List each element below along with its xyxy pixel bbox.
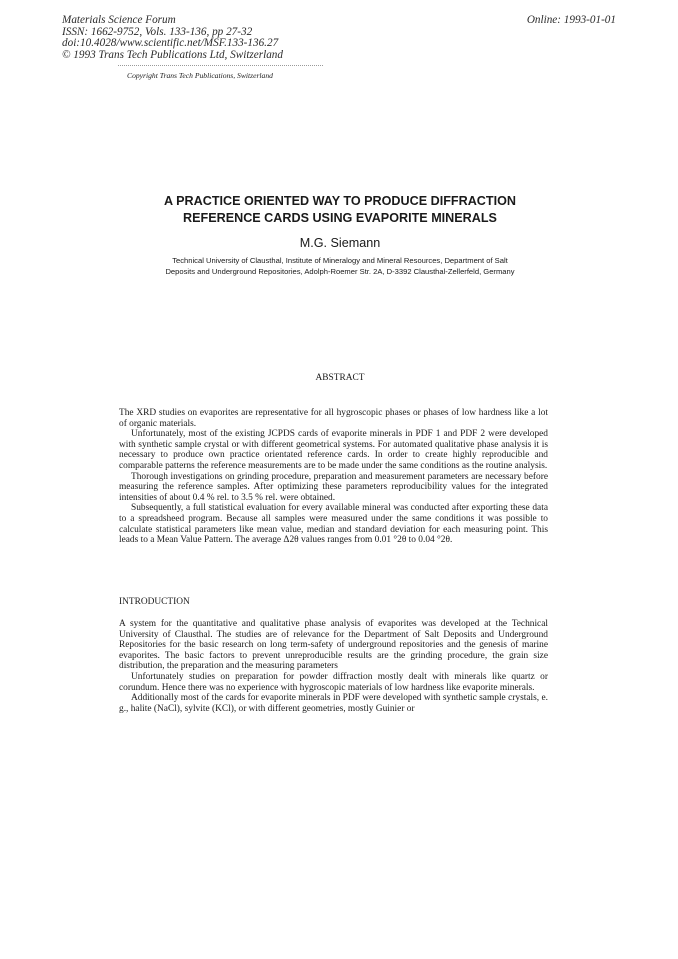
journal-name: Materials Science Forum [62,14,176,26]
introduction-heading: INTRODUCTION [119,597,190,607]
issn-line: ISSN: 1662-9752, Vols. 133-136, pp 27-32 [62,25,253,38]
doi-link[interactable]: doi:10.4028/www.scientific.net/MSF.133-136.27 [62,37,279,50]
abstract-heading: ABSTRACT [315,373,365,383]
abstract-paragraph: Thorough investigations on grinding procedure, preparation and measurement parameters are necessary before measuring the reference samples. After optimizing these parameters reproducibility values for the integrated intensities of about 0.4 % rel. to 3.5 % rel. were obtained. [119,471,548,503]
affiliation-line-2: Deposits and Underground Repositories, Adolph-Roemer Str. 2A, D-3392 Clausthal-Zellerfeld, Germany [165,266,515,276]
introduction-body [119,619,548,714]
paper-title [90,193,590,226]
online-date: Online: 1993-01-01 [526,14,616,26]
introduction-paragraph: A system for the quantitative and qualitative phase analysis of evaporites was developed at the Technical University of Clausthal. The studies are of relevance for the Department of Salt Deposits and Underground Repositories for the basic research on long term-safety of underground repositories and the genesis of marine evaporites. The basic factors to prevent unreproducible results are the grinding procedure, the grain size distribution, the preparation and the measuring parameters [119,619,548,672]
affiliation-line-1: Technical University of Clausthal, Institute of Mineralogy and Mineral Resources, Department of Salt [172,256,508,265]
abstract-body [119,408,548,546]
author-affiliation [100,256,580,277]
abstract-paragraph: Unfortunately, most of the existing JCPDS cards of evaporite minerals in PDF 1 and PDF 2 were developed with synthetic sample crystal or with different geometrical systems. For automated qualitative phase analysis it is necessary to produce own practice orientated reference cards. In order to create highly reproducible and comparable patterns the reference measurements are to be made under the same conditions as the routine analysis. [119,429,548,471]
publisher-line: © 1993 Trans Tech Publications Ltd, Switzerland [62,48,283,61]
author-name: M.G. Siemann [299,236,381,250]
copyright-line: Copyright Trans Tech Publications, Switzerland [127,71,273,80]
scan-artifact-line [118,65,323,66]
introduction-paragraph: Unfortunately studies on preparation for powder diffraction mostly dealt with minerals like quartz or corundum. Hence there was no experience with hygroscopic materials of low hardness like evaporite minerals. [119,671,548,693]
title-line-2: REFERENCE CARDS USING EVAPORITE MINERALS [183,210,497,225]
abstract-paragraph: Subsequently, a full statistical evaluation for every available mineral was conducted after exporting these data to a spreadsheed program. Because all samples were measured under the same conditions it was possible to calculate statistical parameters like mean value, median and standard deviation for each measuring point. This leads to a Mean Value Pattern. The average Δ2θ values ranges from 0.01 °2θ to 0.04 °2θ. [119,503,548,546]
title-line-1: A PRACTICE ORIENTED WAY TO PRODUCE DIFFRACTION [164,194,516,208]
introduction-paragraph: Additionally most of the cards for evaporite minerals in PDF were developed with synthetic sample crystals, e. g., halite (NaCl), sylvite (KCl), or with different geometries, mostly Guinier or [119,693,548,714]
article-metadata [62,15,283,61]
abstract-paragraph: The XRD studies on evaporites are representative for all hygroscopic phases or phases of low hardness like a lot of organic materials. [119,408,548,429]
